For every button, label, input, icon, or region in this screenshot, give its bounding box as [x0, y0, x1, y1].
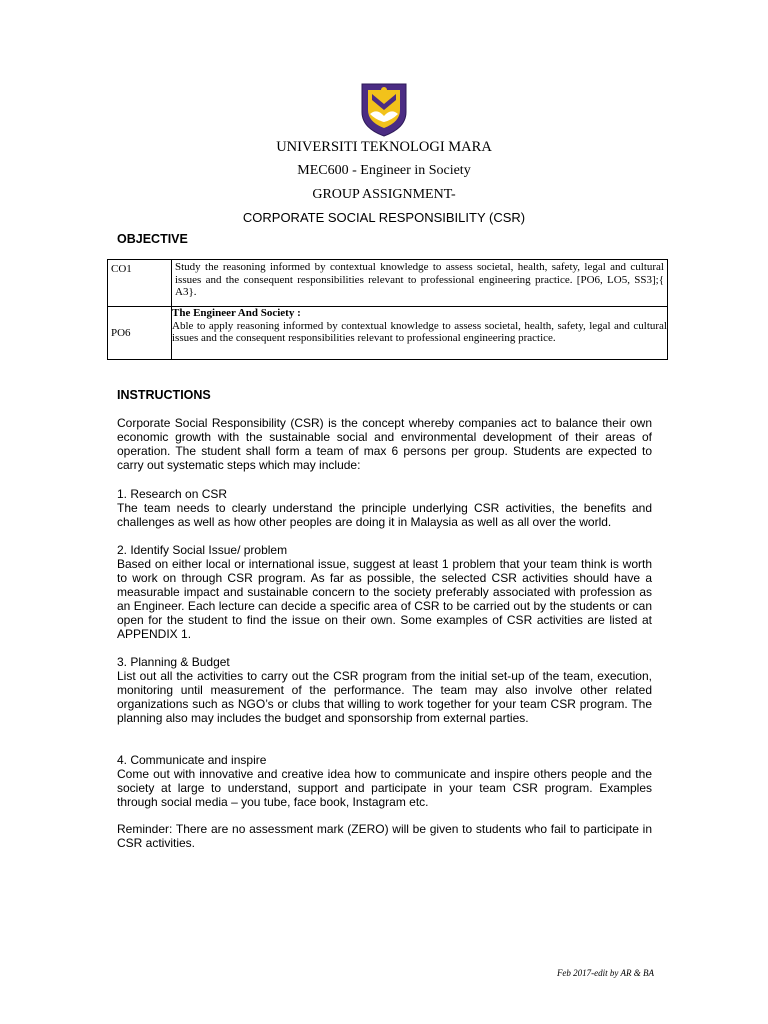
section-communicate — [117, 753, 652, 809]
reminder-paragraph: Reminder: There are no assessment mark (ZERO) will be given to students who fail to participate in CSR activities. — [117, 822, 652, 850]
objective-cell — [172, 307, 668, 360]
section-text: Come out with innovative and creative idea how to communicate and inspire others people and the society at large to understand, support and participate in your team CSR program. Examples through social media – you tube, face book, Instagram etc. — [117, 767, 652, 809]
assignment-title: GROUP ASSIGNMENT- — [312, 187, 456, 202]
course-title: MEC600 - Engineer in Society — [297, 163, 471, 178]
section-research — [117, 487, 652, 529]
instructions-heading: INSTRUCTIONS — [117, 388, 211, 402]
section-title: 1. Research on CSR — [117, 487, 228, 501]
uitm-crest-logo — [359, 82, 409, 138]
university-name: UNIVERSITI TEKNOLOGI MARA — [276, 139, 492, 155]
section-text: Based on either local or international issue, suggest at least 1 problem that your team think is worth to work on through CSR program. As far as possible, the selected CSR activities should have a measurable impact and sustainable concern to the society preferably associated with profession as an Engineer. Each lecture can decide a specific area of CSR to be carried out by the students or can open for the student to find the issue on their own. Some examples of CSR activities are listed at APPENDIX 1. — [117, 557, 652, 641]
objective-code: PO6 — [108, 307, 172, 360]
table-row — [108, 307, 668, 360]
objective-table — [107, 259, 668, 360]
section-text: List out all the activities to carry out the CSR program from the initial set-up of the team, execution, monitoring until measurement of the performance. The team may also involve other related organizations such as NGO’s or clubs that willing to work together for your team CSR program. The planning also may includes the budget and sponsorship from external parties. — [117, 669, 652, 725]
objective-code: CO1 — [108, 260, 172, 307]
section-identify-issue — [117, 543, 652, 641]
objective-title: The Engineer And Society : — [172, 307, 301, 319]
section-text: The team needs to clearly understand the principle underlying CSR activities, the benefits and challenges as well as how other peoples are doing it in Malaysia as well as all over the world. — [117, 501, 652, 529]
section-planning-budget — [117, 655, 652, 725]
intro-paragraph: Corporate Social Responsibility (CSR) is the concept whereby companies act to balance their own economic growth with the sustainable social and environmental development of their areas of operation. The student shall form a team of max 6 persons per group. Students are expected to carry out systematic steps which may include: — [117, 416, 652, 472]
section-title: 2. Identify Social Issue/ problem — [117, 543, 288, 557]
footer-note: Feb 2017-edit by AR & BA — [556, 968, 654, 978]
table-row — [108, 260, 668, 307]
objective-heading: OBJECTIVE — [117, 232, 188, 246]
topic-title: CORPORATE SOCIAL RESPONSIBILITY (CSR) — [242, 210, 526, 225]
objective-text: Able to apply reasoning informed by contextual knowledge to assess societal, health, safety, legal and cultural issues and the consequent responsibilities relevant to professional engineering practice. — [172, 319, 667, 344]
section-title: 4. Communicate and inspire — [117, 753, 267, 767]
objective-text: Study the reasoning informed by contextual knowledge to assess societal, health, safety, legal and cultural issues and the consequent responsibilities relevant to professional engineering practice. [PO6, LO5, SS3];{ A3}. — [172, 260, 668, 307]
section-title: 3. Planning & Budget — [117, 655, 230, 669]
